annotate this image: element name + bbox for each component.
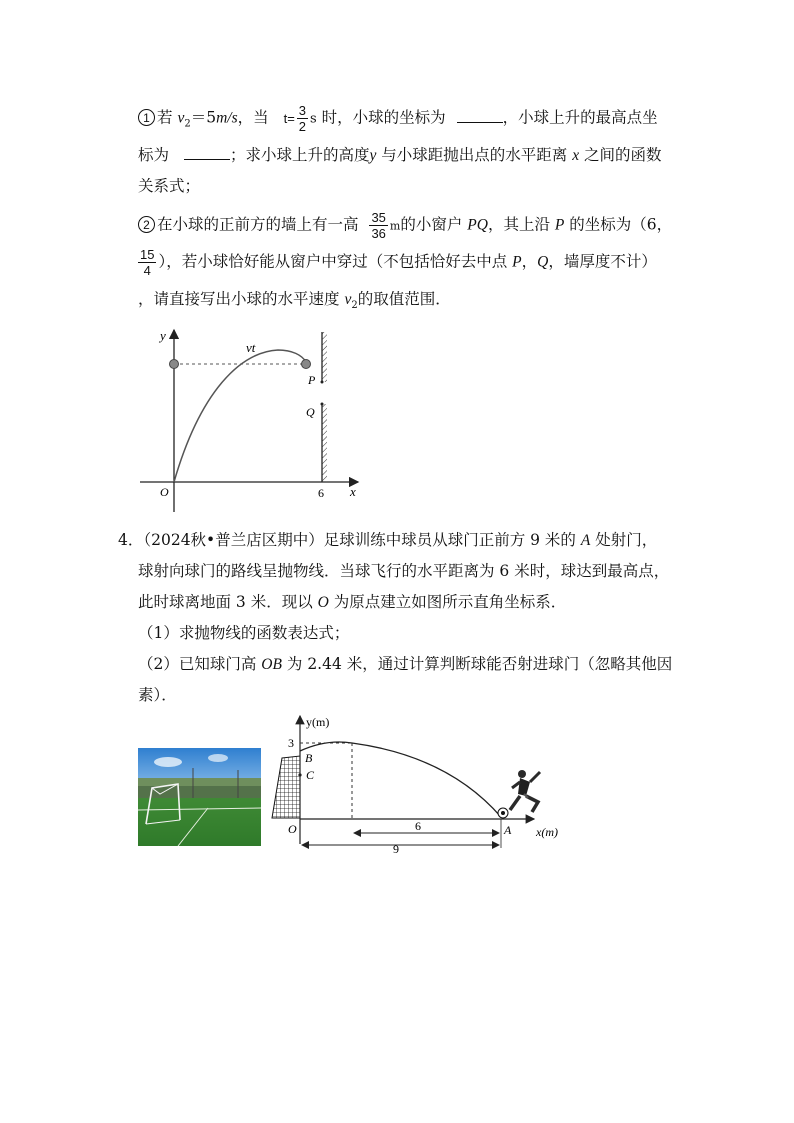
answer-blank-2[interactable] bbox=[184, 145, 230, 160]
q4-sub1: （1）求抛物线的函数表达式； bbox=[138, 624, 350, 642]
q4-sub2-cont: 素）． bbox=[138, 686, 177, 704]
q3-trajectory-curve bbox=[174, 350, 306, 482]
circled-number-1: 1 bbox=[138, 109, 155, 126]
q3-part1-line3: 关系式； bbox=[138, 177, 201, 195]
q3-y-label: y bbox=[160, 328, 166, 343]
q4-parabola bbox=[300, 742, 501, 817]
q4-line3: 此时球离地面 3 米．现以 O 为原点建立如图所示直角坐标系． bbox=[138, 593, 567, 611]
q3-p-label: P bbox=[308, 373, 316, 387]
q4-y-label: y(m) bbox=[306, 715, 330, 729]
q3-curve-label: vt bbox=[246, 340, 256, 355]
answer-blank-1[interactable] bbox=[457, 108, 503, 123]
q3-figure bbox=[130, 322, 370, 517]
fraction-height: $\frac{35}{36}$ bbox=[371, 210, 386, 241]
q3-ball-start bbox=[170, 360, 179, 369]
q3-part1-line2: 标为 ；求小球上升的高度y 与小球距抛出点的水平距离 x 之间的函数 bbox=[138, 146, 662, 164]
q3-ball-end bbox=[302, 360, 311, 369]
q3-part2-line1: 2 在小球的正前方的墙上有一高 $\frac{35}{36}$ m的小窗户 PQ，其上沿 P 的坐标为（6， bbox=[138, 210, 672, 241]
circled-number-2: 2 bbox=[138, 216, 155, 233]
q3-point-p bbox=[321, 381, 324, 384]
q4-c-label: C bbox=[306, 768, 315, 782]
q3-x-label: x bbox=[350, 484, 356, 499]
q4-line1: 4．（2024秋•普兰店区期中）足球训练中球员从球门正前方 9 米的 A 处射门， bbox=[118, 531, 658, 549]
fraction-t: $\frac{3}{2}$ bbox=[298, 103, 307, 134]
q4-figure bbox=[268, 712, 568, 854]
q4-b-label: B bbox=[305, 751, 313, 765]
q3-origin-label: O bbox=[160, 485, 169, 499]
q3-six-label: 6 bbox=[318, 486, 324, 500]
q4-sub2: （2）已知球门高 OB 为 2.44 米，通过计算判断球能否射进球门（忽略其他因 bbox=[138, 655, 673, 673]
q4-o-label: O bbox=[288, 822, 297, 836]
q4-three-label: 3 bbox=[288, 736, 294, 750]
q4-point-c bbox=[298, 773, 301, 776]
q4-a-label: A bbox=[504, 823, 512, 837]
q3-q-label: Q bbox=[306, 405, 315, 419]
q4-nine-label: 9 bbox=[393, 842, 399, 854]
q4-six-label: 6 bbox=[415, 819, 421, 833]
q3-point-q bbox=[321, 403, 324, 406]
soccer-goal-photo bbox=[138, 748, 261, 846]
q4-line2: 球射向球门的路线呈抛物线．当球飞行的水平距离为 6 米时，球达到最高点， bbox=[138, 562, 670, 580]
q4-x-label: x(m) bbox=[536, 825, 558, 839]
player-figure bbox=[510, 770, 540, 812]
q3-part1-line1: 1 若 $v_2=5m/s$，当 t= $\frac{3}{2}$ s 时，小球的坐标为 ，小球上升的最高点坐 bbox=[138, 103, 658, 135]
q3-part2-line2: $\frac{15}{4}$ ），若小球恰好能从窗户中穿过（不包括恰好去中点 P，Q，墙厚度不计） bbox=[140, 247, 657, 278]
q3-part2-line3: ，请直接写出小球的水平速度 $v_2$的取值范围． bbox=[138, 290, 451, 312]
fraction-p-y: $\frac{15}{4}$ bbox=[140, 247, 155, 278]
goal-net bbox=[272, 756, 300, 818]
